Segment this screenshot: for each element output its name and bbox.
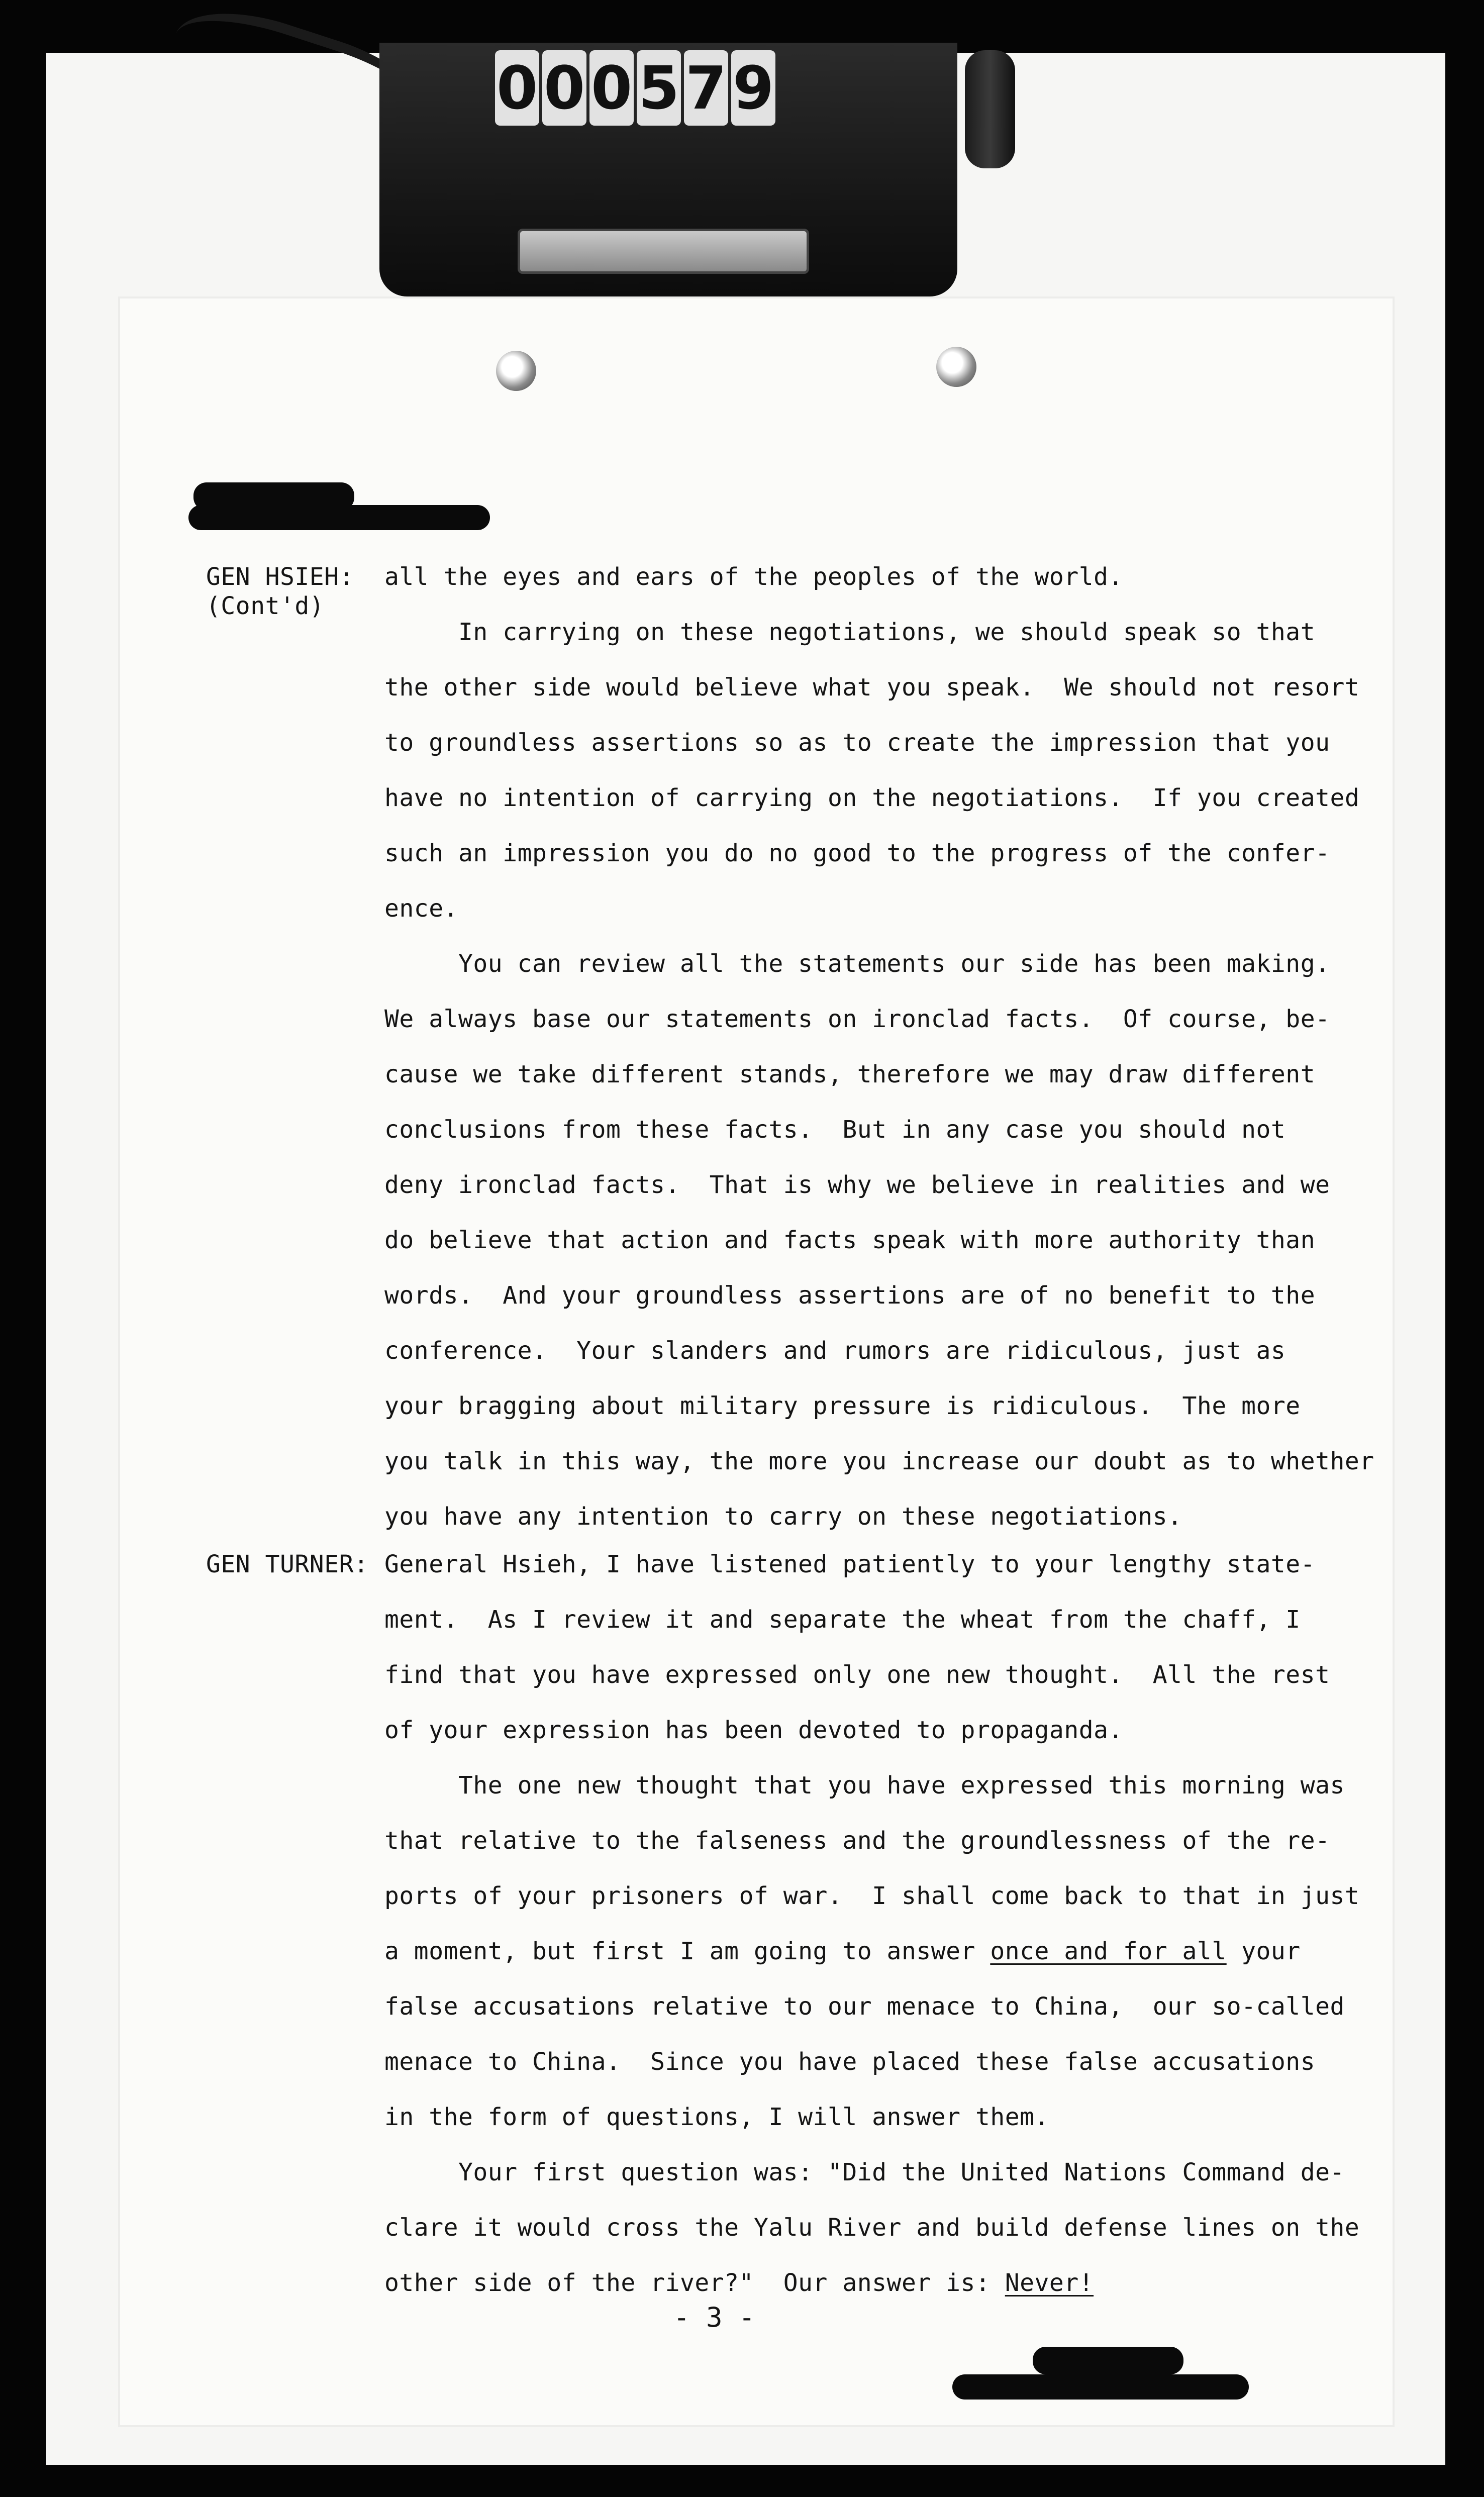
text-line: In carrying on these negotiations, we should speak so that [384,618,1316,646]
counter-knob [965,50,1015,168]
speaker-label: GEN TURNER: [206,1550,369,1578]
page-number: - 3 - [673,2302,755,2333]
punch-hole-left [496,351,536,391]
text-line: in the form of questions, I will answer them. [384,2103,1049,2131]
text-line: conclusions from these facts. But in any case you should not [384,1116,1286,1144]
speaker-continued: (Cont'd) [206,592,325,620]
text-line: do believe that action and facts speak with more authority than [384,1226,1316,1254]
redaction-mark [188,505,490,530]
text-line: to groundless assertions so as to create the impression that you [384,729,1330,757]
text-segment: other side of the river?" Our answer is: [384,2269,1005,2297]
text-line: We always base our statements on ironclad facts. Of course, be- [384,1005,1330,1033]
text-line: ence. [384,894,458,923]
text-line: cause we take different stands, therefore we may draw different [384,1060,1316,1088]
text-line: General Hsieh, I have listened patiently to your lengthy state- [384,1550,1316,1578]
text-line: Your first question was: "Did the United Nations Command de- [384,2158,1345,2186]
counter-digit: 5 [637,50,681,126]
text-segment: your [1226,1937,1301,1965]
counter-digit: 9 [731,50,775,126]
text-line: menace to China. Since you have placed these false accusations [384,2048,1316,2076]
text-line: find that you have expressed only one new thought. All the rest [384,1661,1330,1689]
speaker-label: GEN HSIEH: [206,563,354,591]
text-line [384,2269,1094,2297]
counter-digit: 0 [495,50,539,126]
counter-plate [518,229,809,274]
text-line: the other side would believe what you speak. We should not resort [384,673,1360,702]
text-line: all the eyes and ears of the peoples of the world. [384,563,1123,591]
text-line: words. And your groundless assertions are of no benefit to the [384,1281,1316,1310]
text-line [384,1937,1301,1965]
text-line: false accusations relative to our menace to China, our so-called [384,1992,1345,2021]
text-line: your bragging about military pressure is ridiculous. The more [384,1392,1301,1420]
text-line: you talk in this way, the more you increase our doubt as to whether [384,1447,1374,1475]
counter-digit: 0 [542,50,586,126]
punch-hole-right [936,347,976,387]
underlined-text: Never! [1005,2269,1094,2297]
text-line: that relative to the falseness and the groundlessness of the re- [384,1827,1330,1855]
text-line: of your expression has been devoted to propaganda. [384,1716,1123,1744]
text-line: you have any intention to carry on these negotiations. [384,1503,1182,1531]
counter-digit: 0 [589,50,634,126]
redaction-mark [1033,2347,1183,2374]
text-line: have no intention of carrying on the negotiations. If you created [384,784,1360,812]
counter-digit: 7 [684,50,728,126]
text-line: clare it would cross the Yalu River and build defense lines on the [384,2214,1360,2242]
text-line: You can review all the statements our side has been making. [384,950,1330,978]
text-line: deny ironclad facts. That is why we believe in realities and we [384,1171,1330,1199]
text-line: conference. Your slanders and rumors are ridiculous, just as [384,1337,1286,1365]
redaction-mark [952,2374,1249,2400]
text-line: ment. As I review it and separate the wheat from the chaff, I [384,1606,1301,1634]
text-segment: a moment, but first I am going to answer [384,1937,991,1965]
text-line: ports of your prisoners of war. I shall come back to that in just [384,1882,1360,1910]
frame-counter-digits [495,50,775,126]
text-line: The one new thought that you have expressed this morning was [384,1771,1345,1800]
text-line: such an impression you do no good to the progress of the confer- [384,839,1330,867]
underlined-text: once and for all [990,1937,1227,1965]
